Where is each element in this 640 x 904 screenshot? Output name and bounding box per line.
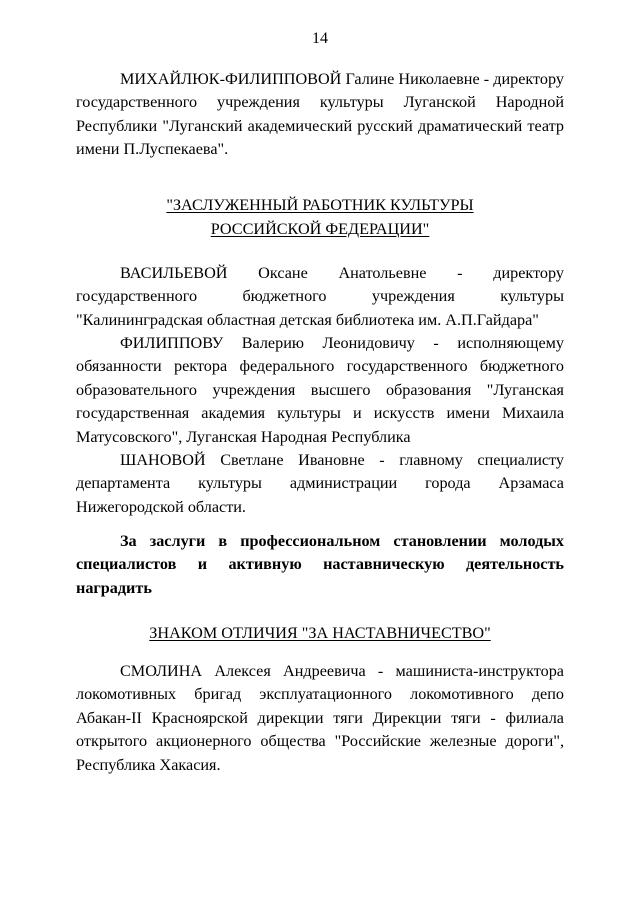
award-intro-bold	[76, 530, 564, 600]
text-line: локомотивных бригад эксплуатационного локомотивного депо	[76, 685, 564, 704]
text-line: специалистов и активную наставническую деятельность	[76, 555, 564, 574]
text-line: имени П.Луспекаева".	[76, 140, 229, 159]
text-line: МИХАЙЛЮК-ФИЛИППОВОЙ Галине Николаевне - директору	[120, 70, 564, 88]
text-line: обязанности ректора федерального государственного бюджетного	[76, 357, 564, 376]
heading-line: ЗНАКОМ ОТЛИЧИЯ "ЗА НАСТАВНИЧЕСТВО"	[149, 624, 491, 642]
text-line: Республики "Луганский академический русский драматический театр	[76, 116, 564, 135]
page-number: 14	[312, 30, 328, 47]
paragraph-smolin	[76, 660, 564, 777]
text-line: государственного бюджетного учреждения культуры	[76, 287, 564, 306]
text-line: государственного учреждения культуры Луганской Народной	[76, 93, 564, 112]
text-line: образовательного учреждения высшего образования "Луганская	[76, 380, 564, 399]
text-line: Матусовского", Луганская Народная Республика	[76, 427, 411, 446]
heading-line: РОССИЙСКОЙ ФЕДЕРАЦИИ"	[210, 220, 430, 238]
paragraph-vasilyeva	[76, 262, 564, 332]
text-line: СМОЛИНА Алексея Андреевича - машиниста-инструктора	[120, 662, 564, 680]
text-line: За заслуги в профессиональном становлении молодых	[120, 532, 564, 550]
award-heading-zasluzhenny	[76, 193, 564, 241]
text-line: ФИЛИППОВУ Валерию Леонидовичу - исполняющему	[120, 334, 564, 352]
paragraph-mikhailyuk	[76, 68, 564, 162]
text-line: Нижегородской области.	[76, 497, 246, 516]
paragraph-filippov	[76, 332, 564, 449]
text-line: департамента культуры администрации города Арзамаса	[76, 474, 564, 493]
award-heading-nastavnichestvo	[76, 621, 564, 645]
text-line: ШАНОВОЙ Светлане Ивановне - главному специалисту	[120, 451, 564, 469]
text-line: открытого акционерного общества "Российские железные дороги",	[76, 732, 564, 751]
text-line: наградить	[76, 578, 152, 597]
text-line: ВАСИЛЬЕВОЙ Оксане Анатольевне - директору	[120, 264, 564, 282]
heading-line: "ЗАСЛУЖЕННЫЙ РАБОТНИК КУЛЬТУРЫ	[166, 196, 474, 214]
text-line: "Калининградская областная детская библиотека им. А.П.Гайдара"	[76, 310, 539, 329]
paragraph-shanova	[76, 449, 564, 519]
text-line: Республика Хакасия.	[76, 755, 221, 774]
text-line: Абакан-II Красноярской дирекции тяги Дирекции тяги - филиала	[76, 708, 564, 727]
text-line: государственная академия культуры и искусств имени Михаила	[76, 404, 564, 423]
